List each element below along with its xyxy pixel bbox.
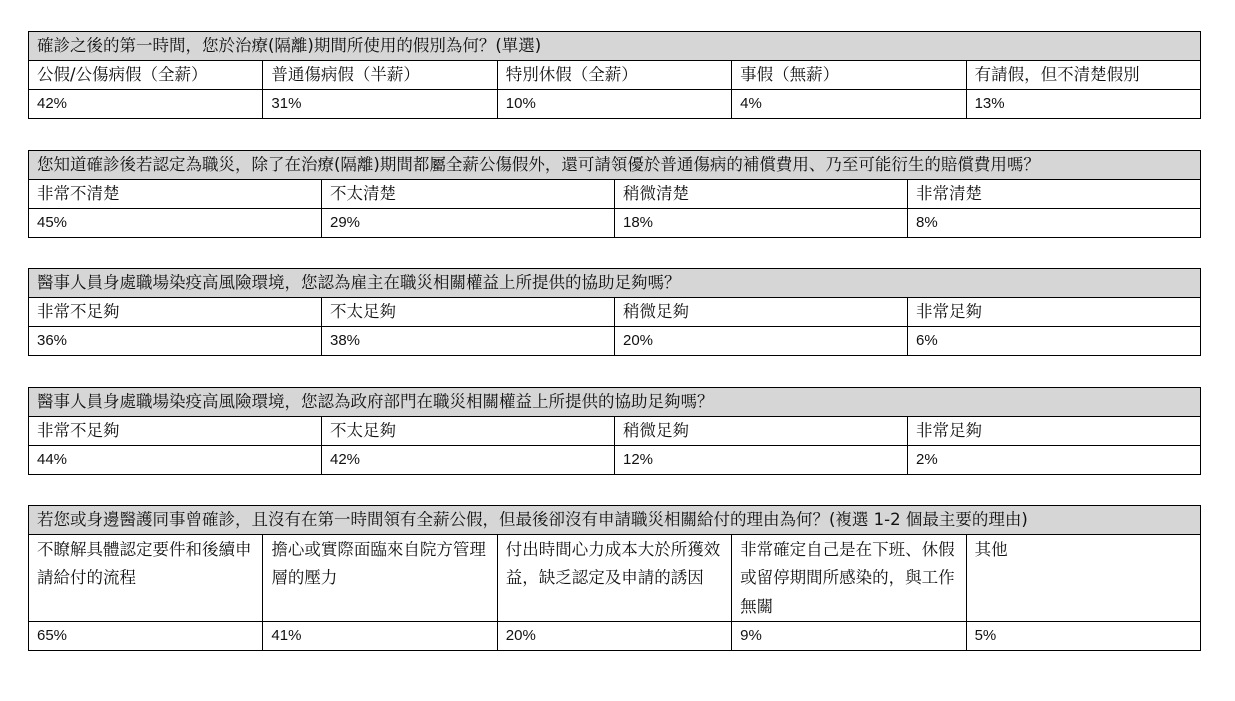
option-label: 擔心或實際面臨來自院方管理層的壓力: [263, 535, 497, 622]
percent-value: 8%: [908, 209, 1201, 238]
survey-table-no-claim-reasons: [28, 505, 1201, 651]
option-label: 特別休假（全薪）: [497, 61, 731, 90]
survey-table-government-support: [28, 387, 1201, 475]
question-title: 您知道確診後若認定為職災，除了在治療(隔離)期間都屬全薪公傷假外，還可請領優於普通傷病的補償費用、乃至可能衍生的賠償費用嗎？: [29, 151, 1201, 180]
percent-value: 44%: [29, 446, 322, 475]
percent-value: 2%: [908, 446, 1201, 475]
question-title: 醫事人員身處職場染疫高風險環境，您認為政府部門在職災相關權益上所提供的協助足夠嗎？: [29, 388, 1201, 417]
option-label: 普通傷病假（半薪）: [263, 61, 497, 90]
option-label: 其他: [966, 535, 1200, 622]
option-label: 非常清楚: [908, 180, 1201, 209]
percent-value: 18%: [615, 209, 908, 238]
percent-value: 20%: [615, 327, 908, 356]
option-label: 非常確定自己是在下班、休假或留停期間所感染的，與工作無關: [732, 535, 966, 622]
percent-value: 29%: [322, 209, 615, 238]
option-label: 事假（無薪）: [732, 61, 966, 90]
option-label: 公假/公傷病假（全薪）: [29, 61, 263, 90]
percent-value: 41%: [263, 622, 497, 651]
option-label: 稍微足夠: [615, 298, 908, 327]
question-title: 醫事人員身處職場染疫高風險環境，您認為雇主在職災相關權益上所提供的協助足夠嗎？: [29, 269, 1201, 298]
survey-table-employer-support: [28, 268, 1201, 356]
percent-value: 36%: [29, 327, 322, 356]
option-label: 付出時間心力成本大於所獲效益，缺乏認定及申請的誘因: [497, 535, 731, 622]
percent-value: 31%: [263, 90, 497, 119]
percent-value: 20%: [497, 622, 731, 651]
percent-value: 6%: [908, 327, 1201, 356]
option-label: 非常足夠: [908, 298, 1201, 327]
question-title: 確診之後的第一時間，您於治療(隔離)期間所使用的假別為何？(單選): [29, 32, 1201, 61]
percent-value: 10%: [497, 90, 731, 119]
percent-value: 42%: [29, 90, 263, 119]
option-label: 不太清楚: [322, 180, 615, 209]
percent-value: 42%: [322, 446, 615, 475]
option-label: 不太足夠: [322, 417, 615, 446]
percent-value: 13%: [966, 90, 1200, 119]
survey-table-leave-type: [28, 31, 1201, 119]
percent-value: 12%: [615, 446, 908, 475]
option-label: 稍微清楚: [615, 180, 908, 209]
option-label: 非常不清楚: [29, 180, 322, 209]
percent-value: 65%: [29, 622, 263, 651]
survey-table-awareness: [28, 150, 1201, 238]
percent-value: 45%: [29, 209, 322, 238]
option-label: 稍微足夠: [615, 417, 908, 446]
percent-value: 38%: [322, 327, 615, 356]
percent-value: 5%: [966, 622, 1200, 651]
option-label: 非常不足夠: [29, 417, 322, 446]
option-label: 非常不足夠: [29, 298, 322, 327]
question-title: 若您或身邊醫護同事曾確診，且沒有在第一時間領有全薪公假，但最後卻沒有申請職災相關給付的理由為何？(複選 1-2 個最主要的理由): [29, 506, 1201, 535]
option-label: 不瞭解具體認定要件和後續申請給付的流程: [29, 535, 263, 622]
percent-value: 4%: [732, 90, 966, 119]
option-label: 有請假，但不清楚假別: [966, 61, 1200, 90]
percent-value: 9%: [732, 622, 966, 651]
option-label: 非常足夠: [908, 417, 1201, 446]
option-label: 不太足夠: [322, 298, 615, 327]
